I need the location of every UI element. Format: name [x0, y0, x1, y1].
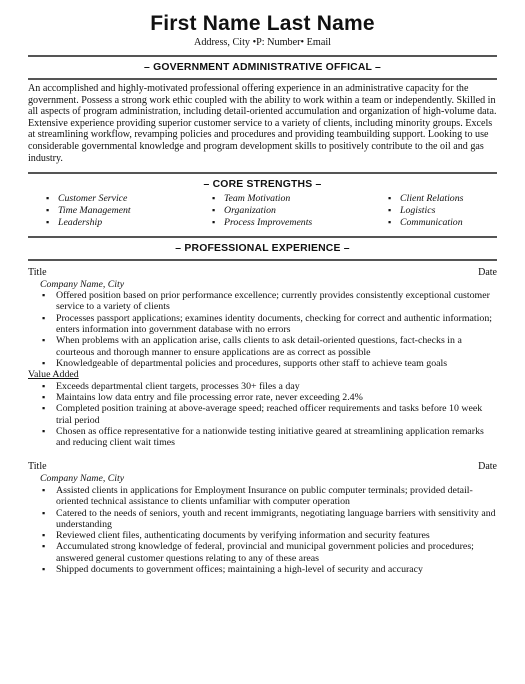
list-item: ▪ Knowledgeable of departmental policies and procedures, supports other staff to achieve team goals	[42, 358, 497, 369]
list-item: ▪ Offered position based on prior performance excellence; currently provides consistently exceptional customer service to a variety of clients	[42, 290, 497, 313]
top-divider	[28, 55, 497, 57]
strength-item: ▪ Client Relations	[388, 193, 463, 205]
candidate-name: First Name Last Name	[150, 12, 375, 35]
strength-item: ▪ Organization	[212, 205, 388, 217]
job-entry	[28, 461, 497, 575]
list-item: ▪ Catered to the needs of seniors, youth and recent immigrants, negotiating language barriers with sensitivity and understanding	[42, 508, 497, 531]
list-item: ▪ When problems with an application arise, calls clients to ask detail-oriented questions, fact-checks in a courteous and thorough manner to ensure applications are as correct as possible	[42, 335, 497, 358]
value-added-heading: Value Added	[28, 369, 79, 381]
company-name: Company Name, City	[40, 473, 125, 485]
list-item: ▪ Reviewed client files, authenticating documents by verifying information and security features	[42, 530, 497, 541]
experience-title: – PROFESSIONAL EXPERIENCE –	[175, 242, 350, 254]
list-item: ▪ Shipped documents to government offices; maintaining a high-level of security and accuracy	[42, 564, 497, 575]
strengths-top-divider	[28, 172, 497, 174]
job-date: Date	[478, 266, 497, 278]
strength-item: ▪ Process Improvements	[212, 217, 388, 229]
experience-top-divider	[28, 236, 497, 238]
list-item: ▪ Processes passport applications; examines identity documents, checking for correct and authentic information; enters information into government database with no errors	[42, 313, 497, 336]
strengths-column	[46, 193, 212, 228]
list-item: ▪ Chosen as office representative for a nationwide testing initiative geared at streamlining application remarks and reducing client wait times	[42, 426, 497, 449]
value-added-bullets	[28, 381, 497, 449]
strength-item: ▪ Time Management	[46, 205, 212, 217]
strengths-column	[212, 193, 388, 228]
list-item: ▪ Accumulated strong knowledge of federal, provincial and municipal government policies and procedures; answered general customer questions relating to any of these areas	[42, 541, 497, 564]
objective-title: – GOVERNMENT ADMINISTRATIVE OFFICAL –	[144, 62, 381, 73]
job-title: Title	[28, 461, 47, 473]
list-item: ▪ Completed position training at above-average speed; reached officer requirements and tasks before 10 week trial period	[42, 403, 497, 426]
job-header	[28, 461, 497, 473]
list-item: ▪ Exceeds departmental client targets, processes 30+ files a day	[42, 381, 497, 392]
strength-item: ▪ Communication	[388, 217, 463, 229]
job-date: Date	[478, 461, 497, 473]
job-bullets	[28, 485, 497, 575]
strength-item: ▪ Team Motivation	[212, 193, 388, 205]
strengths-column	[388, 193, 463, 228]
strength-item: ▪ Customer Service	[46, 193, 212, 205]
strength-item: ▪ Logistics	[388, 205, 463, 217]
contact-line: Address, City •P: Number• Email	[193, 37, 331, 48]
job-title: Title	[28, 266, 47, 278]
company-name: Company Name, City	[40, 278, 125, 290]
job-entry	[28, 267, 497, 449]
list-item: ▪ Maintains low data entry and file processing error rate, never exceeding 2.4%	[42, 392, 497, 403]
experience-divider	[28, 259, 497, 261]
job-bullets	[28, 290, 497, 369]
strengths-title: – CORE STRENGTHS –	[203, 179, 322, 191]
summary-paragraph: An accomplished and highly-motivated professional offering experience in an administrative capacity for the government. Possess a strong work ethic coupled with the ability to work within a team or independently. Skilled in all aspects of program administration, including detail-oriented accumulation and organization of high-volume data. Extensive experience providing superior customer service to a variety of clients, including minority groups. Excels at streamlining workflow, revamping policies and procedures and providing teambuilding support. Looking to use considerable governmental knowledge and program development skills to positively contribute to the oil and gas industry.	[28, 83, 497, 164]
list-item: ▪ Assisted clients in applications for Employment Insurance on public computer terminals; provided detail-oriented technical assistance to clients unfamiliar with computer operation	[42, 485, 497, 508]
strength-item: ▪ Leadership	[46, 217, 212, 229]
objective-divider	[28, 78, 497, 80]
strengths-list	[46, 193, 497, 228]
job-header	[28, 267, 497, 279]
